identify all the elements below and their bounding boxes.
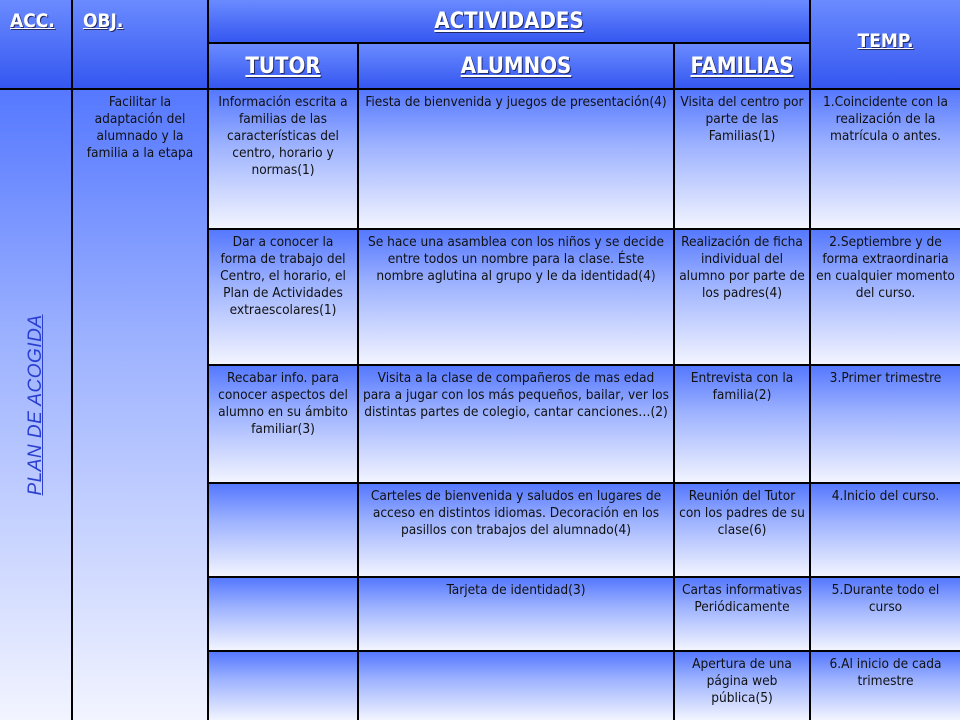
row3-temp — [811, 366, 960, 482]
row4-alumnos-text: Carteles de bienvenida y saludos en lugares de acceso en distintos idiomas. Decoración en los pasillos con trabajos del alumnado(4) — [370, 488, 662, 538]
acc-column — [0, 90, 71, 720]
row3-tutor-text: Recabar info. para conocer aspectos del alumno en su ámbito familiar(3) — [218, 370, 348, 437]
row1-tutor — [209, 90, 357, 228]
row1-familias-text: Visita del centro por parte de las Familias(1) — [680, 94, 804, 144]
header-alumnos — [359, 44, 673, 88]
header-obj — [73, 0, 207, 88]
row6-temp-text: 6.Al inicio de cada trimestre — [829, 656, 942, 689]
header-actividades — [209, 0, 809, 42]
row2-alumnos-text: Se hace una asamblea con los niños y se decide entre todos un nombre para la clase. Éste nombre aglutina al grupo y le da identidad(4) — [367, 234, 664, 284]
row5-familias — [675, 578, 809, 650]
row1-alumnos-text: Fiesta de bienvenida y juegos de presentación(4) — [365, 94, 667, 110]
row3-alumnos — [359, 366, 673, 482]
row6-familias-text: Apertura de una página web pública(5) — [692, 656, 792, 706]
row2-temp — [811, 230, 960, 364]
row6-temp — [811, 652, 960, 720]
row3-tutor — [209, 366, 357, 482]
row5-alumnos — [359, 578, 673, 650]
row4-temp — [811, 484, 960, 576]
row4-temp-text: 4.Inicio del curso. — [831, 488, 940, 504]
acc-label: PLAN DE ACOGIDA — [24, 314, 46, 496]
objective-text: Facilitar la adaptación del alumnado y la familia a la etapa — [86, 94, 194, 161]
header-actividades-label: ACTIVIDADES — [434, 8, 584, 34]
header-temp-label: TEMP. — [857, 30, 914, 52]
row6-tutor — [209, 652, 357, 720]
header-acc-label: ACC. — [10, 10, 55, 32]
row5-alumnos-text: Tarjeta de identidad(3) — [446, 582, 586, 598]
row5-temp — [811, 578, 960, 650]
row1-temp — [811, 90, 960, 228]
header-familias-label: FAMILIAS — [690, 53, 794, 79]
row2-alumnos — [359, 230, 673, 364]
header-acc — [0, 0, 71, 88]
row1-tutor-text: Información escrita a familias de las características del centro, horario y normas(1) — [218, 94, 348, 178]
row2-temp-text: 2.Septiembre y de forma extraordinaria en cualquier momento del curso. — [816, 234, 955, 301]
row4-alumnos — [359, 484, 673, 576]
header-tutor — [209, 44, 357, 88]
row1-alumnos — [359, 90, 673, 228]
row5-temp-text: 5.Durante todo el curso — [831, 582, 940, 615]
header-temp — [811, 0, 960, 88]
row6-alumnos — [359, 652, 673, 720]
row6-familias — [675, 652, 809, 720]
header-obj-label: OBJ. — [83, 10, 124, 32]
row2-tutor-text: Dar a conocer la forma de trabajo del Centro, el horario, el Plan de Actividades extraescolares(1) — [220, 234, 346, 318]
row1-familias — [675, 90, 809, 228]
row3-familias — [675, 366, 809, 482]
row1-temp-text: 1.Coincidente con la realización de la matrícula o antes. — [823, 94, 948, 144]
row3-temp-text: 3.Primer trimestre — [829, 370, 942, 386]
row4-tutor — [209, 484, 357, 576]
header-familias — [675, 44, 809, 88]
row4-familias-text: Reunión del Tutor con los padres de su clase(6) — [679, 488, 805, 538]
row3-alumnos-text: Visita a la clase de compañeros de mas edad para a jugar con los más pequeños, bailar, ver los distintas partes de colegio, cantar canciones…(2) — [363, 370, 669, 420]
header-tutor-label: TUTOR — [245, 53, 321, 79]
row2-familias — [675, 230, 809, 364]
header-alumnos-label: ALUMNOS — [460, 53, 572, 79]
row5-tutor — [209, 578, 357, 650]
row3-familias-text: Entrevista con la familia(2) — [690, 370, 794, 403]
row2-tutor — [209, 230, 357, 364]
row2-familias-text: Realización de ficha individual del alumno por parte de los padres(4) — [679, 234, 805, 301]
objective-cell — [73, 90, 207, 720]
row4-familias — [675, 484, 809, 576]
row5-familias-text: Cartas informativas Periódicamente — [681, 582, 803, 615]
